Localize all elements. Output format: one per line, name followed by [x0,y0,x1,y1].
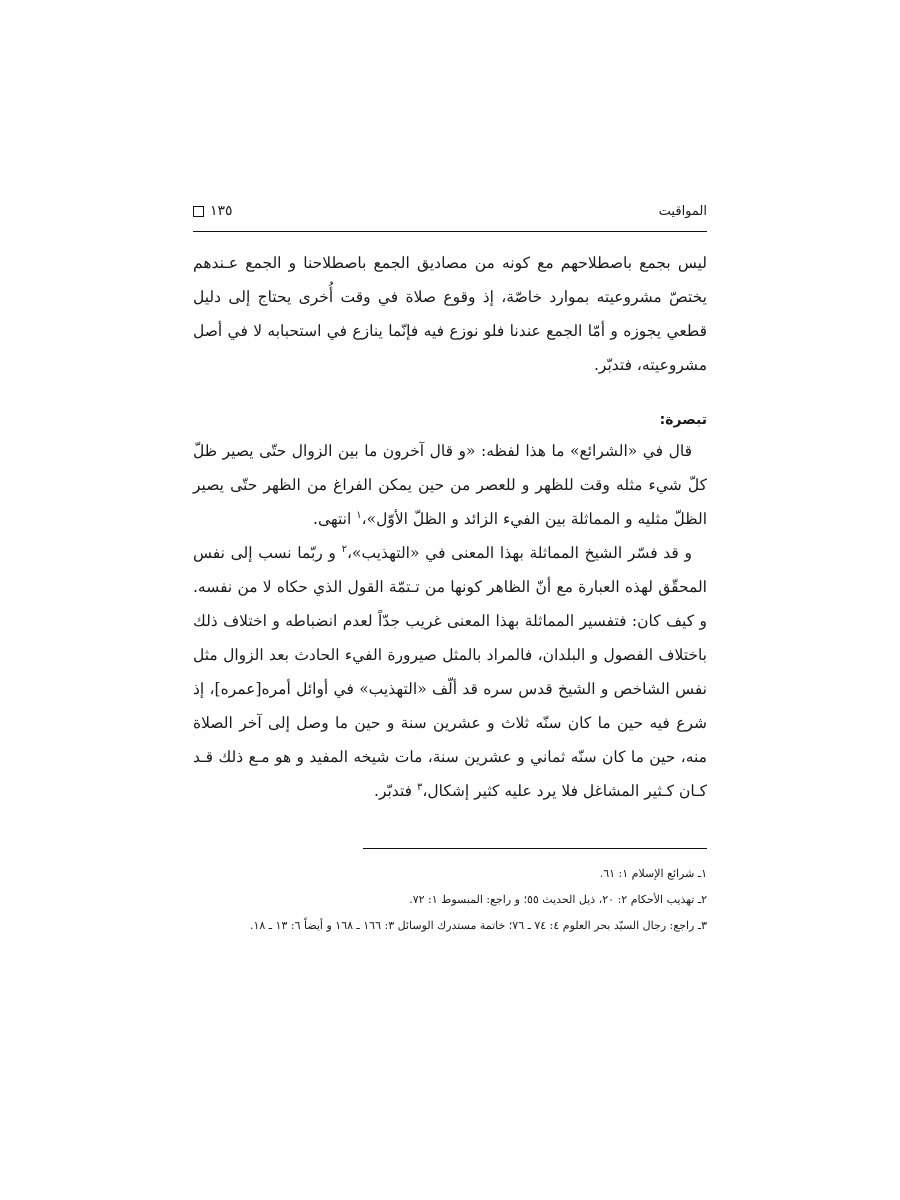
footnote-separator [363,848,707,849]
commentary-part-2: و ربّما نسب إلى نفس المحقّق لهذه العبارة مع أنّ الظاهر كونها من تـتمّة القول الذي حكاه لا من نفسه. و كيف كان: فتفسير المماثلة بهذا المعنى غريب جدّاً لعدم انضباطه و اختلاف ذلك باختلاف الفصول و البلدان، فالمراد بالمثل صيرورة الفيء الحادث بعد الزوال مثل نفس الشاخص و الشيخ قدس سره قد ألّف «التهذيب» في أوائل أمره[عمره]، إذ شرع فيه حين ما كان سنّه ثلاث و عشرين سنة و حين ما وصل إلى آخر الصلاة منه، حين ما كان سنّه ثماني و عشرين سنة، مات شيخه المفيد و هو مـع ذلك قـد كـان كـثير المشاغل فلا يرد عليه كثير إشكال، [193,544,707,800]
commentary-part-1: و قد فسّر الشيخ المماثلة بهذا المعنى في «التهذيب»، [346,544,692,562]
footnote-ref-3[interactable]: ٣ [416,781,423,793]
paragraph-quote-tail: انتهى. [313,510,357,528]
paragraph-continuation: ليس بجمع باصطلاحهم مع كونه من مصاديق الجمع باصطلاحنا و الجمع عـندهم يختصّ مشروعيته بموارد خاصّة، إذ وقوع صلاة في وقت أُخرى يحتاج إلى دليل قطعي يجوزه و أمّا الجمع عندنا فلو نوزع فيه فإنّما ينازع في استحبابه لا في أصل مشروعيته، فتدبّر. [193,254,707,374]
page [193,195,707,939]
footnote-ref-1[interactable]: ١ [356,509,362,521]
header-rule [193,231,707,232]
paragraph-commentary [193,536,707,808]
square-ornament-icon [193,206,204,217]
commentary-part-3: فتدبّر. [374,782,417,800]
page-number-block [193,203,233,219]
paragraph-quote [193,434,707,536]
footnote-1: ١ـ شرائع الإسلام ١: ٦١. [599,867,707,880]
page-number: ١٣٥ [210,203,233,219]
footnote-3: ٣ـ راجع: رجال السيّد بحر العلوم ٤: ٧٤ ـ ٧٦؛ خاتمة مستدرك الوسائل ٣: ١٦٦ ـ ١٦٨ و أيضاً ٦: ١٣ ـ ١٨. [249,919,707,932]
paragraph-quote-text: قال في «الشرائع» ما هذا لفظه: «و قال آخرون ما بين الزوال حتّى يصير ظلّ كلّ شيء مثله وقت للظهر و للعصر من حين يمكن الفراغ من الظهر حتّى يصير الظلّ مثليه و المماثلة بين الفيء الزائد و الظلّ الأوّل»، [193,442,707,528]
running-header [193,195,707,227]
footnotes [193,861,707,939]
chapter-title: المواقيت [658,203,707,219]
footnote-2: ٢ـ تهذيب الأحكام ٢: ٢٠، ذيل الحديث ٥٥؛ و راجع: المبسوط ١: ٧٢. [409,893,707,906]
section-heading: تبصرة: [659,412,707,428]
footnote-ref-2[interactable]: ٢ [341,543,347,555]
